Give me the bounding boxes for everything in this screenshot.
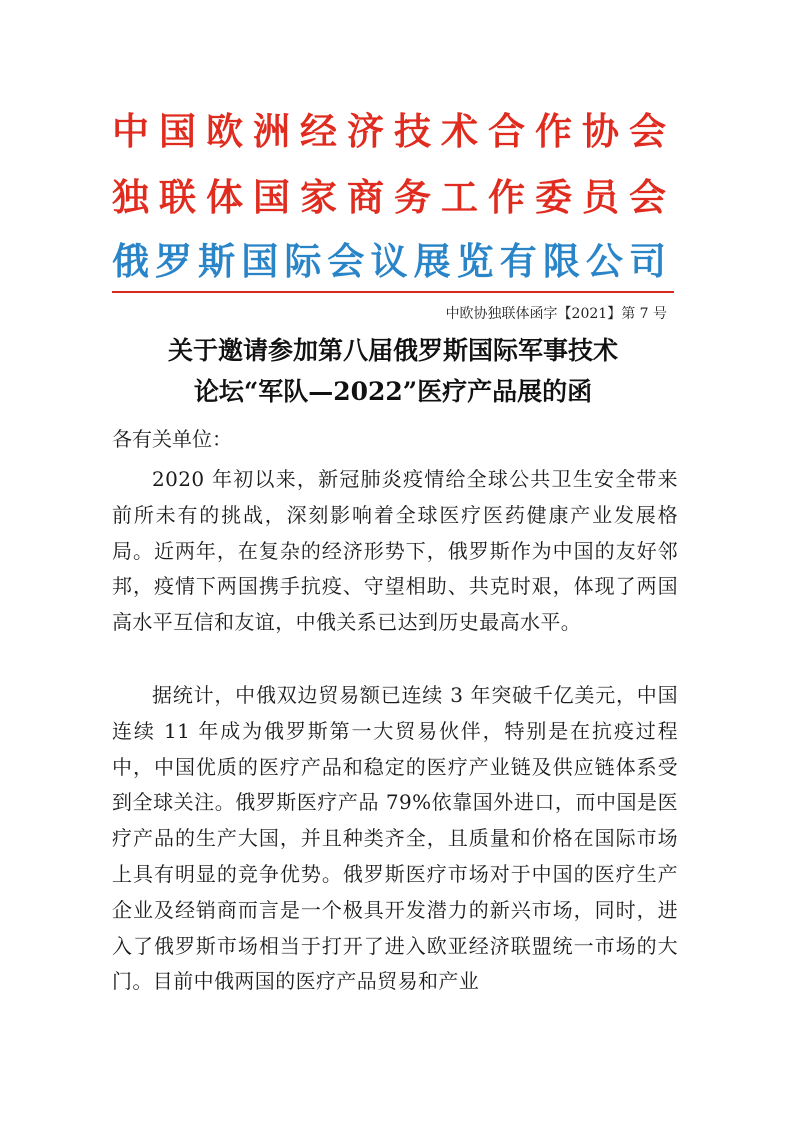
body-paragraph-2: 据统计，中俄双边贸易额已连续 3 年突破千亿美元，中国连续 11 年成为俄罗斯第一大贸易伙伴，特别是在抗疫过程中，中国优质的医疗产品和稳定的医疗产业链及供应链体系受到全球关注。俄罗斯医疗产品 79%依靠国外进口，而中国是医疗产品的生产大国，并且种类齐全，且质量和价格在国际市场上具有明显的竞争优势。俄罗斯医疗市场对于中国的医疗生产企业及经销商而言是一个极具开发潜力的新兴市场，同时，进入了俄罗斯市场相当于打开了进入欧亚经济联盟统一市场的大门。目前中俄两国的医疗产品贸易和产业 — [112, 683, 678, 994]
organization-name-3: 俄罗斯国际会议展览有限公司 — [112, 239, 672, 283]
document-title-line-2: 论坛“军队—2022”医疗产品展的函 — [193, 377, 593, 406]
organization-name-2: 独联体国家商务工作委员会 — [112, 175, 672, 219]
document-number: 中欧协独联体函字【2021】第 7 号 — [445, 306, 667, 322]
organization-name-1: 中国欧洲经济技术合作协会 — [112, 109, 672, 153]
body-paragraph-1: 2020 年初以来，新冠肺炎疫情给全球公共卫生安全带来前所未有的挑战，深刻影响着全球医疗医药健康产业发展格局。近两年，在复杂的经济形势下，俄罗斯作为中国的友好邻邦，疫情下两国携手抗疫、守望相助、共克时艰，体现了两国高水平互信和友谊，中俄关系已达到历史最高水平。 — [112, 467, 678, 635]
header-divider — [112, 291, 674, 293]
document-title-line-1: 关于邀请参加第八届俄罗斯国际军事技术 — [167, 336, 618, 365]
salutation: 各有关单位： — [112, 427, 232, 451]
